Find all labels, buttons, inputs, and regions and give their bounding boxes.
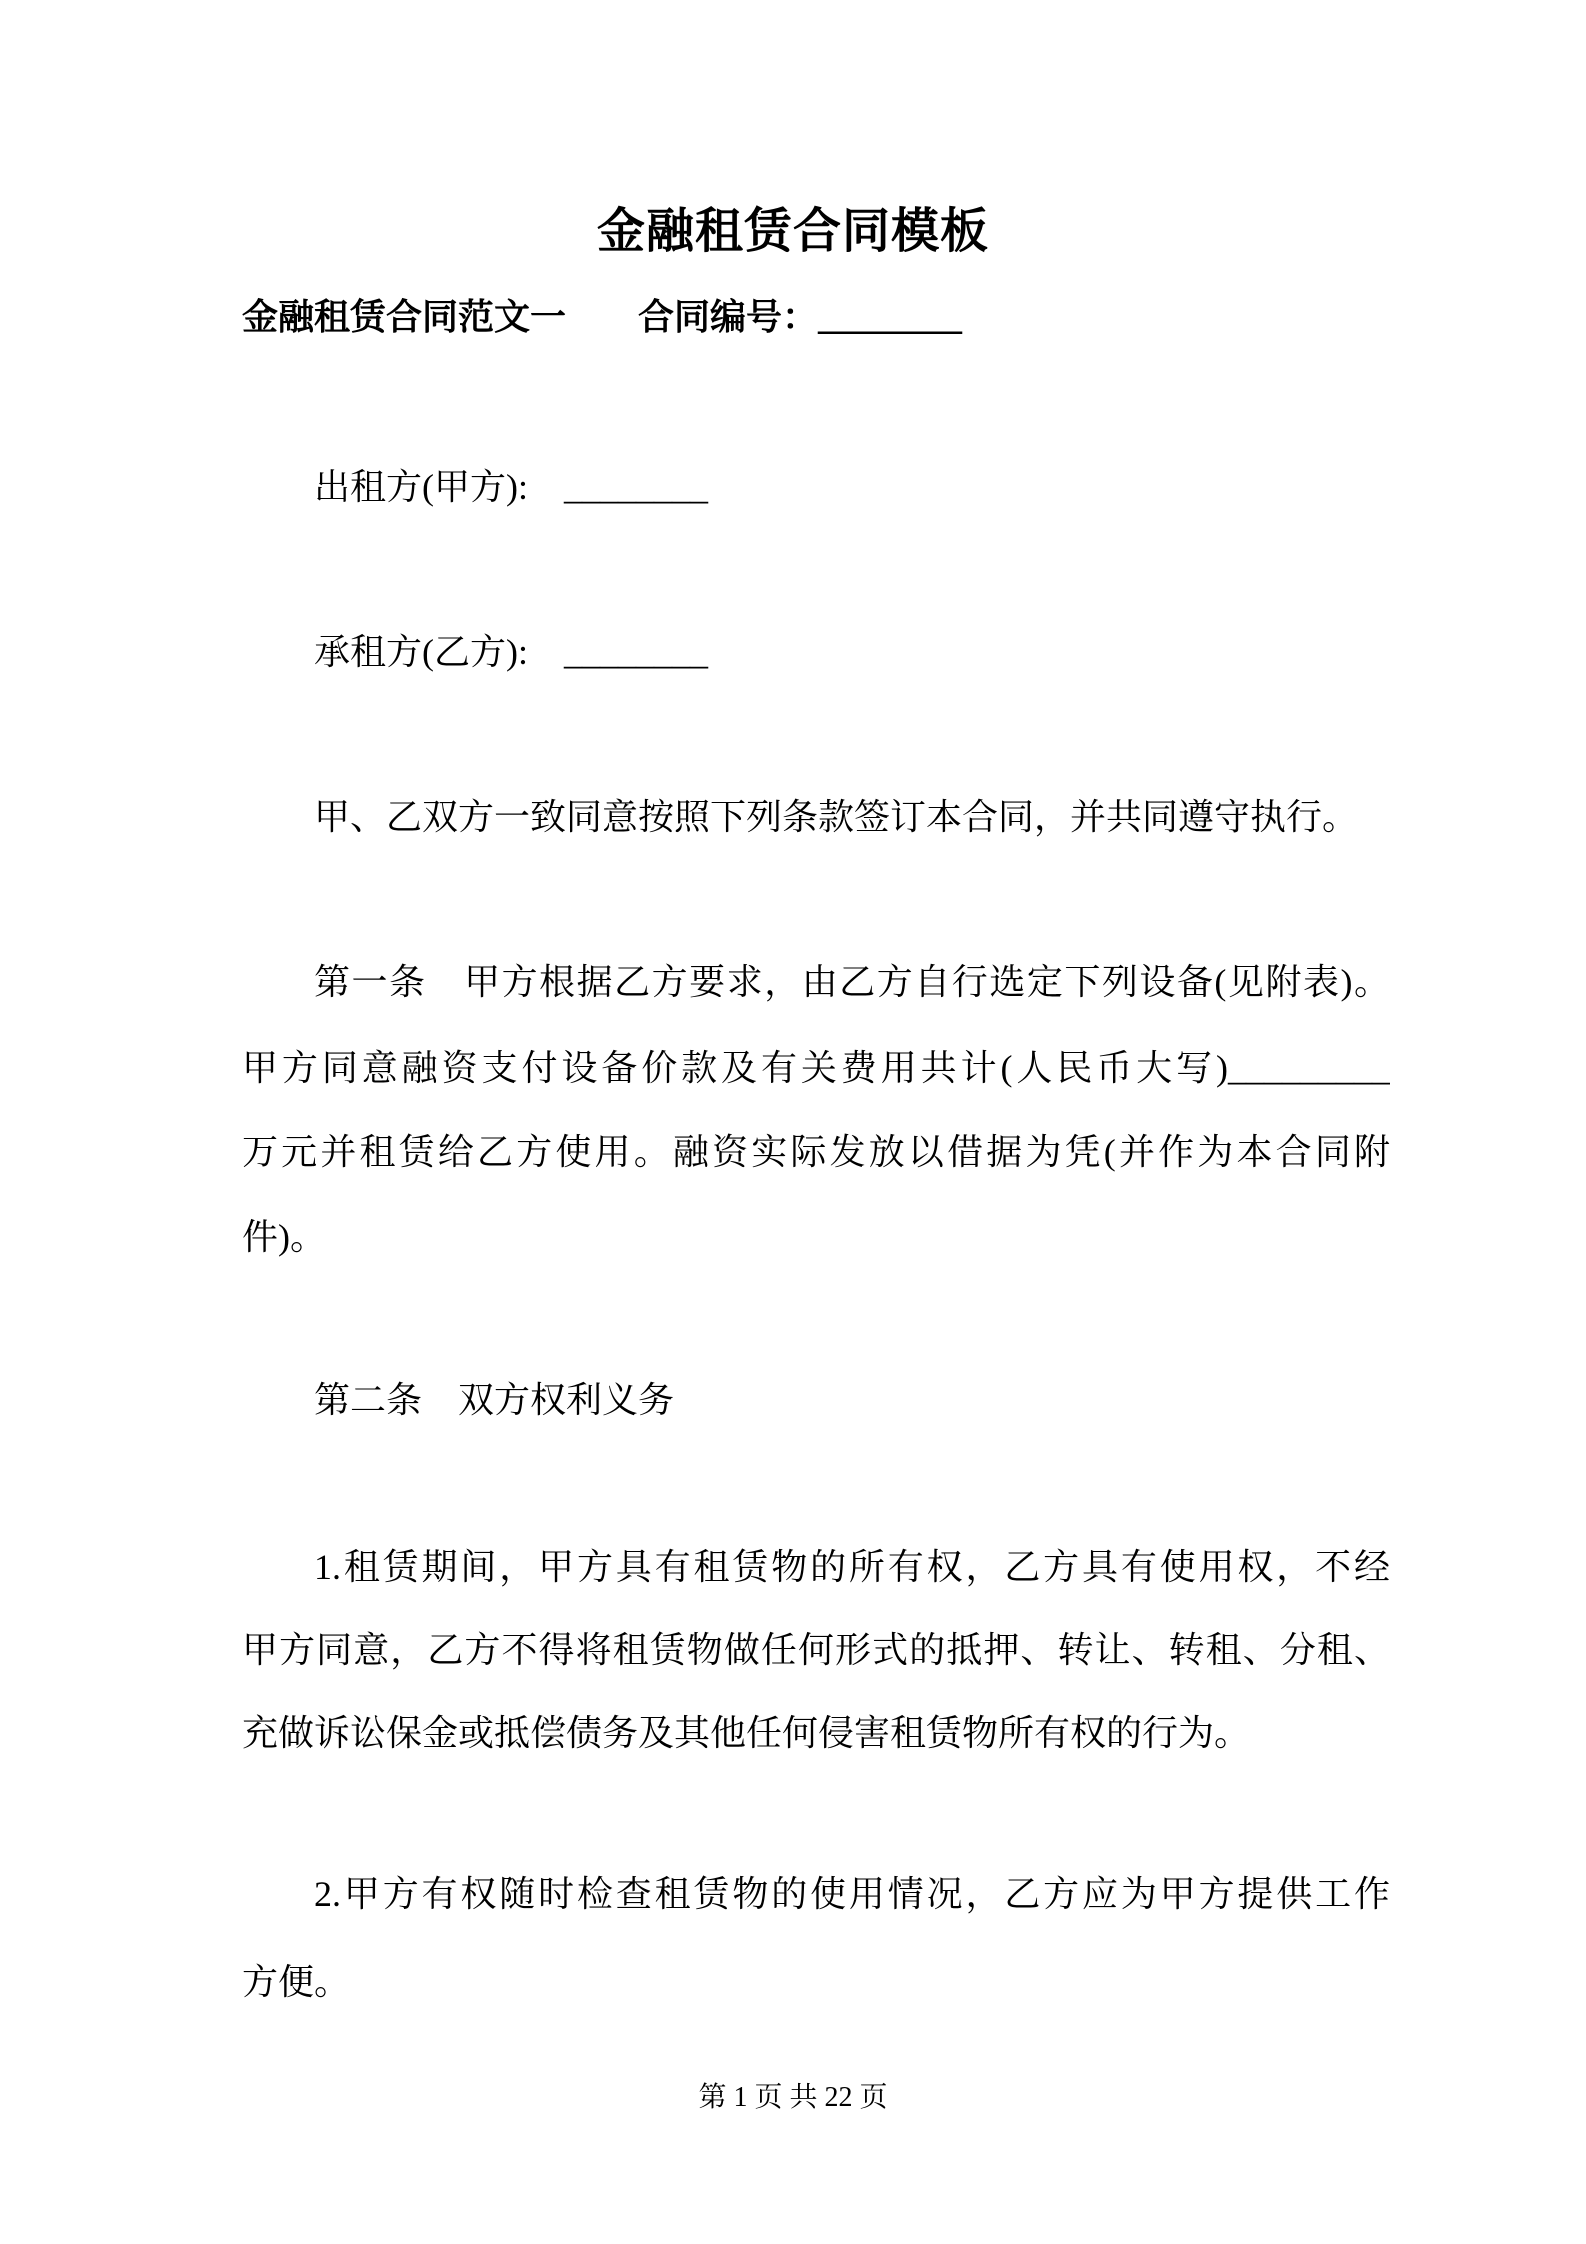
mutual-agreement-line: 甲、乙双方一致同意按照下列条款签订本合同，并共同遵守执行。: [314, 797, 1359, 837]
clause-1-line-1: 第一条 甲方根据乙方要求，由乙方自行选定下列设备(见附表)。: [314, 962, 1390, 1002]
clause-2-item-2-line-2: 方便。: [242, 1962, 351, 2002]
lessee-party-b-line: 承租方(乙方): ________: [314, 632, 708, 672]
page-title: 金融租赁合同模板: [596, 205, 989, 258]
clause-2-item-1-line-1: 1.租赁期间，甲方具有租赁物的所有权，乙方具有使用权，不经: [314, 1547, 1390, 1587]
subtitle-contract-number-line: 金融租赁合同范文一 合同编号：________: [242, 297, 963, 337]
clause-2-item-2-line-1: 2.甲方有权随时检查租赁物的使用情况，乙方应为甲方提供工作: [314, 1874, 1390, 1914]
page-footer: 第 1 页 共 22 页: [698, 2082, 888, 2113]
clause-2-item-1-line-2: 甲方同意，乙方不得将租赁物做任何形式的抵押、转让、转租、分租、: [242, 1630, 1390, 1670]
clause-2-item-1-line-3: 充做诉讼保金或抵偿债务及其他任何侵害租赁物所有权的行为。: [242, 1713, 1251, 1753]
clause-1-line-3: 万元并租赁给乙方使用。融资实际发放以借据为凭(并作为本合同附: [242, 1132, 1390, 1172]
lessor-party-a-line: 出租方(甲方): ________: [314, 467, 708, 507]
clause-1-line-4: 件)。: [242, 1217, 326, 1257]
clause-2-heading: 第二条 双方权利义务: [314, 1380, 675, 1420]
clause-1-line-2: 甲方同意融资支付设备价款及有关费用共计(人民币大写)_________: [242, 1048, 1390, 1088]
